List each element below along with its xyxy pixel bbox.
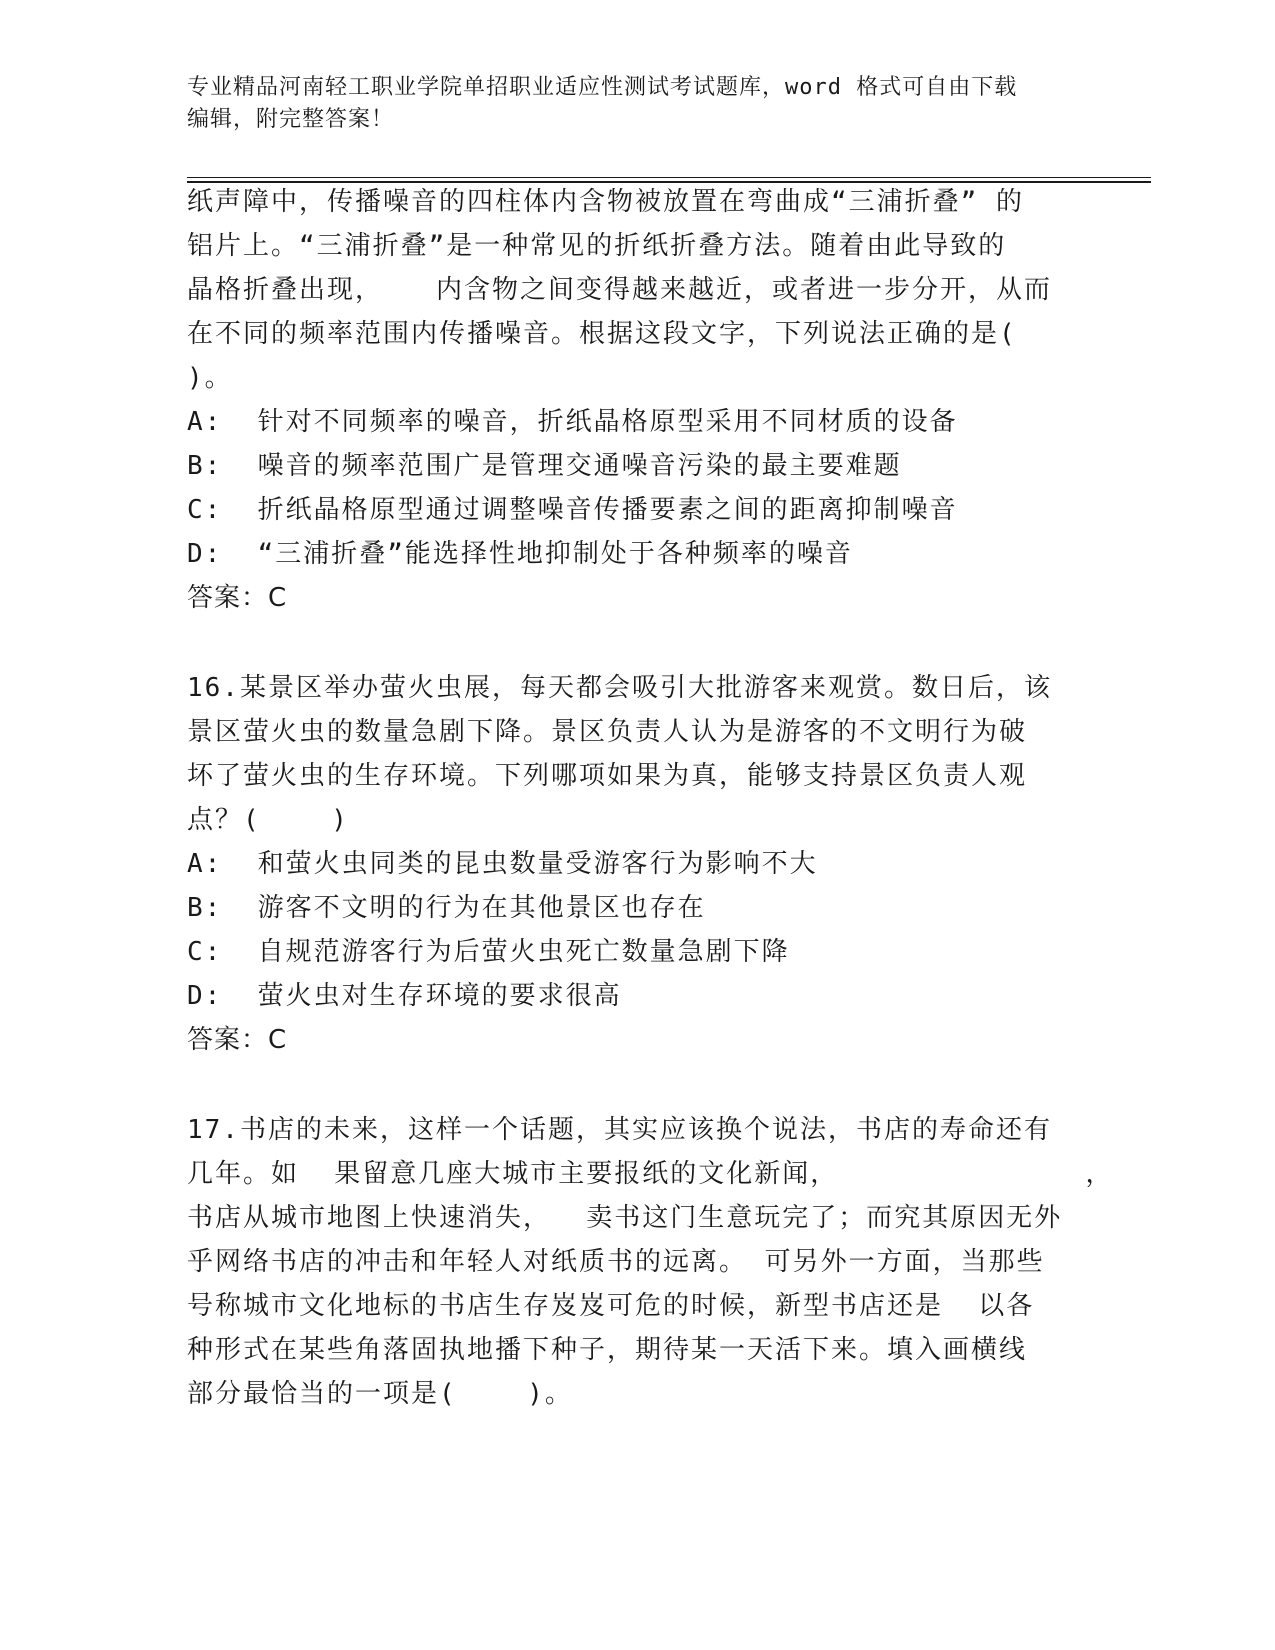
- question-17-line-2: 几年。如 果留意几座大城市主要报纸的文化新闻， ，: [187, 1159, 1114, 1189]
- question-15-line-4: 在不同的频率范围内传播噪音。根据这段文字，下列说法正确的是(: [187, 319, 1017, 349]
- question-17-line-5: 号称城市文化地标的书店生存岌岌可危的时候，新型书店还是 以各: [187, 1291, 1035, 1321]
- question-16-option-b: B: 游客不文明的行为在其他景区也存在: [187, 893, 706, 923]
- question-15-option-c: C: 折纸晶格原型通过调整噪音传播要素之间的距离抑制噪音: [187, 495, 958, 525]
- question-16-line-4: 点？( ): [187, 805, 349, 835]
- question-16-line-2: 景区萤火虫的数量急剧下降。景区负责人认为是游客的不文明行为破: [187, 717, 1028, 747]
- question-17-line-1: 17.书店的未来，这样一个话题，其实应该换个说法，书店的寿命还有: [187, 1115, 1052, 1145]
- question-15-line-2: 铝片上。“三浦折叠”是一种常见的折纸折叠方法。随着由此导致的: [187, 231, 1007, 261]
- page-header: [187, 72, 1067, 136]
- question-15-option-b: B: 噪音的频率范围广是管理交通噪音污染的最主要难题: [187, 451, 902, 481]
- question-15-line-3: 晶格折叠出现， 内含物之间变得越来越近，或者进一步分开，从而: [187, 275, 1052, 305]
- question-17-line-6: 种形式在某些角落固执地播下种子，期待某一天活下来。填入画横线: [187, 1335, 1028, 1365]
- header-rule-thick: [187, 181, 1151, 183]
- question-16-option-c: C: 自规范游客行为后萤火虫死亡数量急剧下降: [187, 937, 790, 967]
- question-15-line-5: )。: [187, 363, 233, 393]
- question-16-line-1: 16.某景区举办萤火虫展，每天都会吸引大批游客来观赏。数日后，该: [187, 673, 1052, 703]
- question-15-option-a: A: 针对不同频率的噪音，折纸晶格原型采用不同材质的设备: [187, 407, 958, 437]
- header-line-2: 编辑，附完整答案！: [187, 107, 395, 132]
- question-16-line-3: 坏了萤火虫的生存环境。下列哪项如果为真，能够支持景区负责人观: [187, 761, 1028, 791]
- question-16-option-d: D: 萤火虫对生存环境的要求很高: [187, 981, 622, 1011]
- question-17-line-4: 乎网络书店的冲击和年轻人对纸质书的远离。 可另外一方面，当那些: [187, 1247, 1045, 1277]
- header-rule-thin: [187, 177, 1151, 178]
- question-15-line-1: 纸声障中，传播噪音的四柱体内含物被放置在弯曲成“三浦折叠” 的: [187, 187, 1024, 217]
- question-16-answer: 答案：C: [187, 1025, 288, 1055]
- question-17-line-7: 部分最恰当的一项是( )。: [187, 1379, 573, 1409]
- question-15-answer: 答案：C: [187, 583, 288, 613]
- question-15-option-d: D: “三浦折叠”能选择性地抑制处于各种频率的噪音: [187, 539, 853, 569]
- question-17-line-3: 书店从城市地图上快速消失， 卖书这门生意玩完了；而究其原因无外: [187, 1203, 1063, 1233]
- question-16-option-a: A: 和萤火虫同类的昆虫数量受游客行为影响不大: [187, 849, 818, 879]
- header-line-1: 专业精品河南轻工职业学院单招职业适应性测试考试题库，word 格式可自由下载: [187, 75, 1018, 100]
